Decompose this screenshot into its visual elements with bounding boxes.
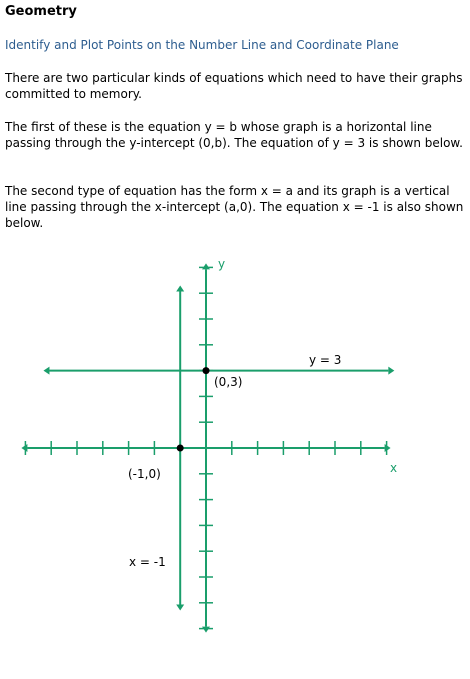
x-axis-arrow-left xyxy=(21,444,27,452)
horizontal-line-y-equals-3-arrow-start xyxy=(43,367,49,375)
paragraph-vertical-line: The second type of equation has the form x = a and its graph is a vertical line passing through the x-intercept (a,0). The equation x = -1 is also shown below. xyxy=(5,184,464,230)
horizontal-line-label: y = 3 xyxy=(309,353,342,367)
page-title: Geometry xyxy=(5,4,77,19)
x-axis-arrow-right xyxy=(385,444,391,452)
point-y-intercept xyxy=(203,367,210,374)
point-label-y-intercept: (0,3) xyxy=(214,375,243,389)
page-subtitle: Identify and Plot Points on the Number Line and Coordinate Plane xyxy=(5,38,399,52)
paragraph-horizontal-line: The first of these is the equation y = b whose graph is a horizontal line passing through the y-intercept (0,b). The equation of y = 3 is shown below. xyxy=(5,120,463,150)
x-axis-label: x xyxy=(390,461,398,475)
vertical-line-x-equals-minus-1-arrow-start xyxy=(176,285,184,291)
horizontal-line-y-equals-3-arrow-end xyxy=(388,367,394,375)
vertical-line-x-equals-minus-1-arrow-end xyxy=(176,605,184,611)
y-axis-arrow-up xyxy=(202,263,210,269)
vertical-line-label: x = -1 xyxy=(129,555,166,569)
point-label-x-intercept: (-1,0) xyxy=(128,467,161,481)
graph-points xyxy=(177,367,210,451)
y-axis-arrow-down xyxy=(202,627,210,633)
y-axis-label: y xyxy=(218,257,226,271)
point-x-intercept xyxy=(177,445,184,452)
paragraph-intro: There are two particular kinds of equations which need to have their graphs committed to memory. xyxy=(5,71,463,101)
